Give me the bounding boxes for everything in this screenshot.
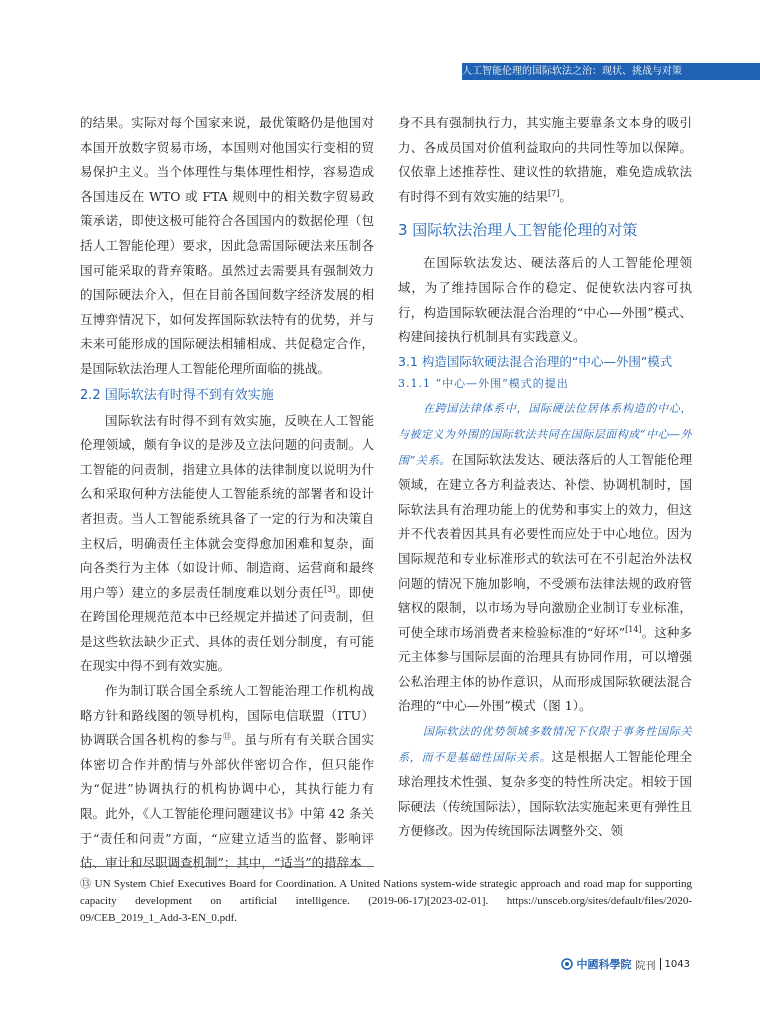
- citation-ref: [14]: [625, 624, 642, 634]
- journal-name: 院刊: [635, 960, 656, 972]
- header-tab-decoration: [690, 63, 760, 80]
- paragraph-left-1: 的结果。实际对每个国家来说，最优策略仍是他国对本国开放数字贸易市场，本国则对他国实行变相的贸易保护主义。当个体理性与集体理性相悖，容易造成各国违反在 WTO 或 FTA 规则中的相关数字贸易政策承诺，即使这极可能符合各国国内的数据伦理（包括人工智能伦理）要求，因此急需国际硬法来压制各国可能采取的背弃策略。虽然过去需要具有强制效力的国际硬法介入，但在目前各国间数字经济发展的相互博弈情况下，如何发挥国际软法特有的优势，并与未来可能形成的国际硬法相辅相成、共促稳定合作，是国际软法治理人工智能伦理所面临的挑战。: [80, 115, 374, 376]
- section-heading-3-1: 3.1 构造国际软硬法混合治理的“中心—外围”模式: [398, 353, 673, 369]
- paragraph-left-3: 作为制订联合国全系统人工智能治理工作机构战略方针和路线图的领导机构，国际电信联盟（ITU）协调联合国各机构的参与⑬。虽与所有有关联合国实体密切合作并酌情与外部伙伴密切合作，但只能作为“促进”协调执行的机构协调中心，其执行能力有限。此外，《人工智能伦理问题建议书》中第 42 条关于“责任和问责”方面，“应建立适当的监督、影响评估、审计和尽职调查机制”；其中，“适当”的措辞本: [80, 683, 374, 871]
- section-heading-3: 3 国际软法治理人工智能伦理的对策: [398, 221, 638, 240]
- highlight-text: 国际软法的优势领域多数情况下仅限于事务性国际关系，而不是基础性国际关系。: [398, 725, 692, 764]
- footnote: [80, 876, 692, 927]
- left-column: [80, 111, 374, 876]
- citation-ref: [7]: [548, 188, 560, 198]
- right-column: [398, 111, 692, 844]
- running-header-title: 人工智能伦理的国际软法之治：现状、挑战与对策: [462, 66, 682, 77]
- highlight-text: 在跨国法律体系中，国际硬法位居体系构造的中心，与被定义为外围的国际软法共同在国际层面构成“中心—外围”关系。: [398, 402, 692, 467]
- footnote-ref: ⑬: [223, 732, 232, 742]
- paragraph-left-2: 国际软法有时得不到有效实施，反映在人工智能伦理领域，颇有争议的是涉及立法问题的问责制。人工智能的问责制，指建立具体的法律制度以说明为什么和采取何种方法能使人工智能系统的部署者和设计者担责。当人工智能系统具备了一定的行为和决策自主权后，明确责任主体就会变得愈加困难和复杂，面向各类行为主体（如设计师、制造商、运营商和最终用户等）建立的多层责任制度难以划分责任[3]。即使在跨国伦理规范范本中已经规定并描述了问责制，但是这些软法缺少正式、具体的责任划分制度，有可能在现实中得不到有效实施。: [80, 412, 374, 674]
- section-heading-3-1-1: 3.1.1 “中心—外围”模式的提出: [398, 376, 569, 390]
- paragraph-right-4: 国际软法的优势领域多数情况下仅限于事务性国际关系，而不是基础性国际关系。这是根据人工智能伦理全球治理技术性强、复杂多变的特性所决定。相较于国际硬法（传统国际法），国际软法实施起来更有弹性且方便修改。因为传统国际法调整外交、领: [398, 725, 692, 839]
- cas-logo-icon: [561, 958, 573, 970]
- paragraph-right-1: 身不具有强制执行力，其实施主要靠条文本身的吸引力、各成员国对价值利益取向的共同性等加以保障。仅依靠上述推荐性、建议性的软措施，难免造成软法有时得不到有效实施的结果[7]。: [398, 115, 692, 204]
- section-heading-2-2: 2.2 国际软法有时得不到有效实施: [80, 387, 274, 403]
- footnote-text: UN System Chief Executives Board for Coordination. A United Nations system-wide strategic approach and road map for supporting capacity development on artificial intelligence. (2019-06-17)[2023-02-01]. https://unsceb.org/sites/default/files/2020-09/CEB_2019_1_Add-3-EN_0.pdf.: [80, 878, 693, 924]
- citation-ref: [3]: [324, 584, 336, 594]
- paragraph-right-3: 在跨国法律体系中，国际硬法位居体系构造的中心，与被定义为外围的国际软法共同在国际层面构成“中心—外围”关系。在国际软法发达、硬法落后的人工智能伦理领域，在建立各方利益表达、补偿、协调机制时，国际软法具有治理功能上的优势和事实上的效力，但这并不代表着因其具有必要性而应处于中心地位。因为国际规范和专业标准形式的软法可在不引起治外法权问题的情况下施加影响，不受颁布法律法规的政府管辖权的限制，以市场为导向激励企业制订专业标准，可使全球市场消费者来检验标准的“好坏”[14]。这种多元主体参与国际层面的治理具有协同作用，可以增强公私治理主体的协作意识，从而形成国际软硬法混合治理的“中心—外围”模式（图 1）。: [398, 402, 692, 714]
- running-header: [462, 63, 690, 80]
- page-footer: [561, 956, 690, 972]
- paragraph-right-2: 在国际软法发达、硬法落后的人工智能伦理领域，为了维持国际合作的稳定、促使软法内容可执行，构造国际软硬法混合治理的“中心—外围”模式、构建间接执行机制具有实践意义。: [398, 255, 692, 345]
- footnote-divider: [80, 866, 374, 867]
- page-number: 1043: [664, 958, 690, 970]
- journal-logo-text: 中國科學院: [576, 958, 632, 971]
- footer-divider: [660, 958, 661, 970]
- footnote-mark: ⑬: [80, 878, 92, 890]
